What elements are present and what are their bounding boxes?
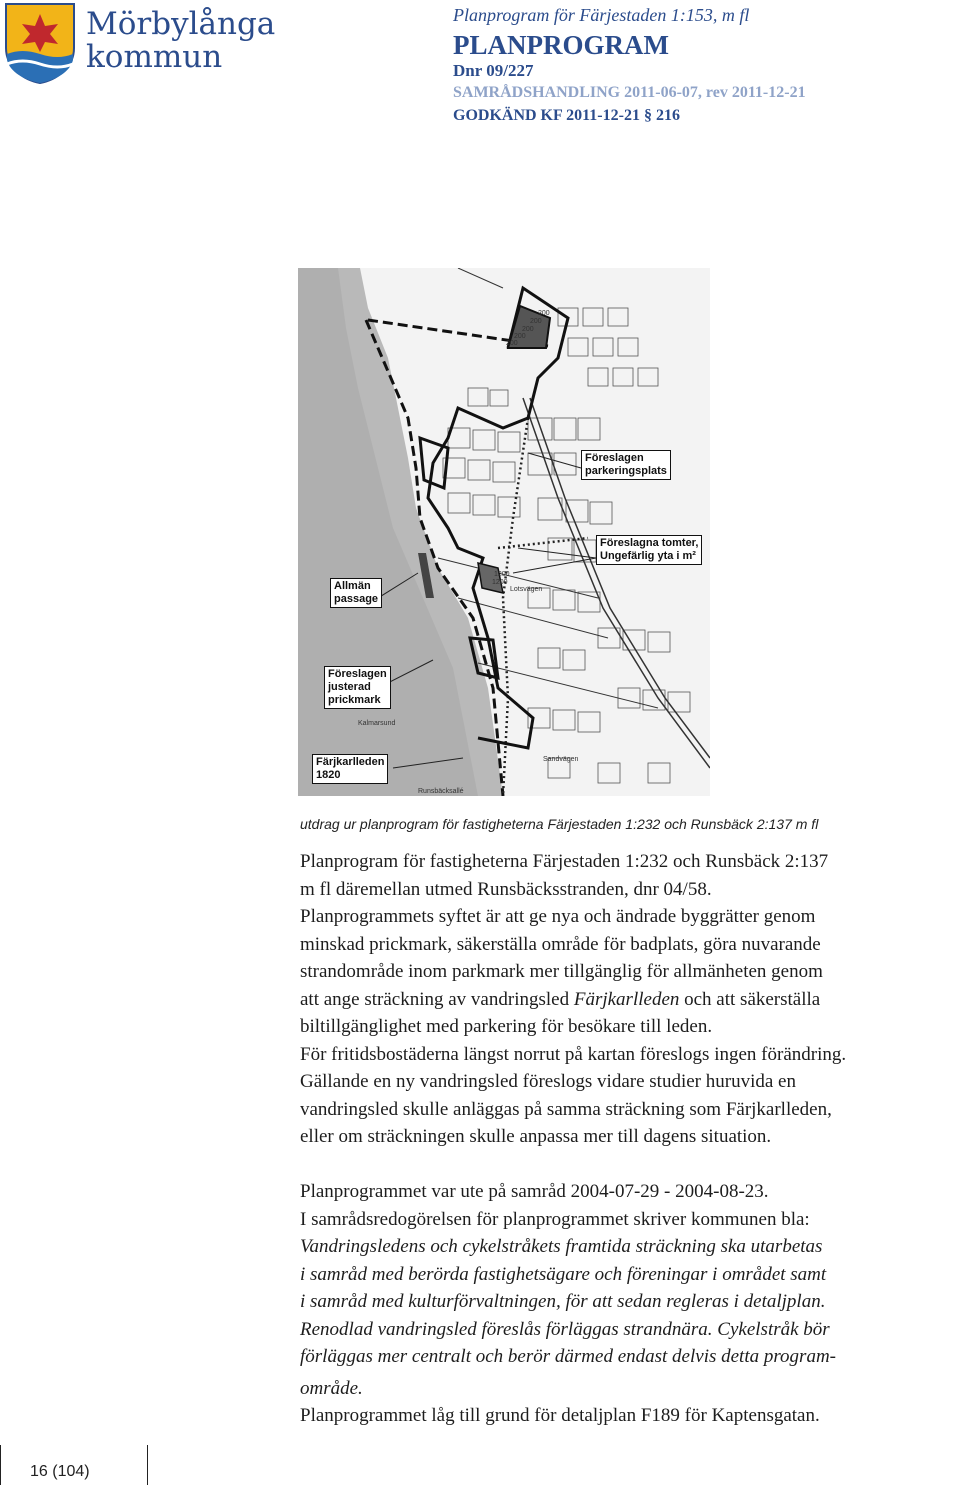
- map-label-prickmark-line1: Föreslagen: [328, 668, 387, 680]
- quote-line5: förläggas mer centralt och berör därmed endast delvis detta program-: [300, 1346, 836, 1367]
- header-subtitle: Planprogram för Färjestaden 1:153, m fl: [453, 5, 750, 25]
- map-drawing: [298, 268, 710, 796]
- map-label-parkering-line1: Föreslagen: [585, 452, 644, 464]
- p4-line2: vandringsled skulle anläggas på samma sträckning som Färjkarlleden,: [300, 1098, 832, 1120]
- p2-line4: [300, 986, 955, 1014]
- p2-line4-italic: Färjkarlleden: [573, 988, 680, 1010]
- p4-line3: eller om sträckningen skulle anpassa mer till dagens situation.: [300, 1126, 772, 1147]
- map-label-prickmark-line3: prickmark: [328, 694, 381, 706]
- quote-line1: Vandringsledens och cykelstråkets framtida sträckning ska utarbetas: [300, 1236, 823, 1257]
- map-label-passage-line1: Allmän: [334, 580, 371, 592]
- map-label-farjkarlleden-line2: 1820: [316, 769, 341, 781]
- p2-line3: strandområde inom parkmark mer tillgänglig för allmänheten genom: [300, 961, 823, 982]
- coat-of-arms-icon: [4, 2, 76, 84]
- p5: Planprogrammet var ute på samråd 2004-07-29 - 2004-08-23.: [300, 1181, 769, 1202]
- p2-line1: Planprogrammets syftet är att ge nya och ändrade byggrätter genom: [300, 906, 816, 927]
- logo-line1: Mörbylånga: [86, 6, 276, 42]
- body-block-2: [300, 1178, 955, 1430]
- footer-divider-right: [147, 1445, 148, 1485]
- plot-number: 200: [522, 326, 534, 333]
- quote-line4: Renodlad vandringsled föreslås förläggas strandnära. Cykelstråk bör: [300, 1318, 830, 1340]
- document-header: [453, 4, 953, 127]
- quote-line2: i samråd med berörda fastighetsägare och föreningar i området samt: [300, 1263, 827, 1285]
- map-label-parkering: [581, 450, 671, 480]
- map-label-runsbacksallee: Runsbäcksallé: [418, 788, 464, 795]
- map-label-passage: [330, 578, 382, 608]
- p7: Planprogrammet låg till grund för detaljplan F189 för Kaptensgatan.: [300, 1405, 820, 1426]
- plot-number: 200: [514, 333, 526, 340]
- quote-line3: i samråd med kulturförvaltningen, för att sedan regleras i detaljplan.: [300, 1291, 826, 1312]
- p2-line4-b: och att säkerställa: [679, 988, 821, 1010]
- map-label-prickmark-line2: justerad: [328, 681, 371, 693]
- header-dnr: Dnr 09/227: [453, 61, 534, 80]
- map-label-farjkarlleden-line1: Färjkarlleden: [316, 756, 385, 768]
- map-caption: utdrag ur planprogram för fastigheterna Färjestaden 1:232 och Runsbäck 2:137 m fl: [300, 816, 819, 832]
- plot-number: 200: [506, 340, 518, 347]
- p1-line1: Planprogram för fastigheterna Färjestaden 1:232 och Runsbäck 2:137: [300, 851, 829, 872]
- p1-line2: m fl däremellan utmed Runsbäcksstranden, dnr 04/58.: [300, 878, 712, 900]
- p4-line1: Gällande en ny vandringsled föreslogs vidare studier huruvida en: [300, 1071, 796, 1092]
- map-label-passage-line2: passage: [334, 593, 379, 605]
- map-label-tomter: [596, 535, 702, 565]
- map-label-tomter-line1: Föreslagna tomter,: [600, 537, 699, 549]
- p2-line4-a: att ange sträckning av vandringsled: [300, 988, 574, 1010]
- quote-line6: område.: [300, 1377, 363, 1399]
- map-label-kalmarsund: Kalmarsund: [358, 720, 396, 727]
- plan-map: [298, 268, 710, 796]
- plot-number: 200: [530, 318, 542, 325]
- logo-line2: kommun: [86, 39, 223, 75]
- p6: I samrådsredogörelsen för planprogrammet skriver kommunen bla:: [300, 1208, 810, 1230]
- p2-line2: minskad prickmark, säkerställa område för badplats, göra nuvarande: [300, 933, 821, 955]
- municipality-logo: [4, 2, 276, 86]
- plot-number: 1200: [492, 579, 508, 586]
- map-label-farjkarlleden: [312, 754, 388, 784]
- map-label-sandvagen: Sandvägen: [543, 756, 579, 763]
- header-title: PLANPROGRAM: [453, 30, 669, 60]
- body-block-1: [300, 848, 955, 1151]
- header-samradshandling: SAMRÅDSHANDLING 2011-06-07, rev 2011-12-21: [453, 84, 806, 101]
- logo-wordmark: [86, 8, 275, 74]
- map-label-lotsvagen: Lotsvägen: [510, 586, 543, 593]
- footer-divider-left: [0, 1445, 1, 1485]
- plot-number: 1200: [494, 571, 510, 578]
- p2-line5: biltillgänglighet med parkering för besökare till leden.: [300, 1016, 713, 1037]
- map-label-prickmark: [324, 666, 391, 709]
- map-label-parkering-line2: parkeringsplats: [585, 465, 667, 477]
- plot-number: 200: [538, 310, 550, 317]
- page-number: 16 (104): [30, 1463, 90, 1480]
- header-godkand: GODKÄND KF 2011-12-21 § 216: [453, 107, 680, 124]
- p3: För fritidsbostäderna längst norrut på kartan föreslogs ingen förändring.: [300, 1043, 847, 1065]
- map-label-tomter-line2: Ungefärlig yta i m²: [600, 550, 696, 562]
